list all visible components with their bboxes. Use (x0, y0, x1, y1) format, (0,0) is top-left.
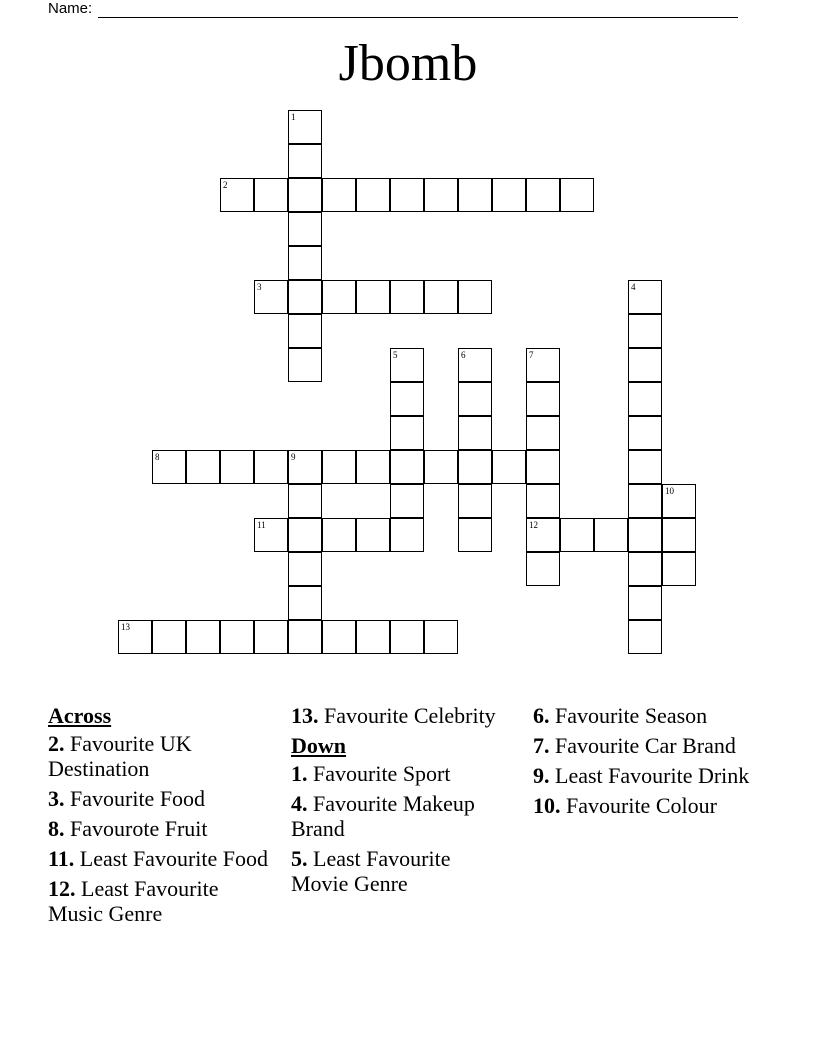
grid-cell[interactable] (628, 484, 662, 518)
grid-cell[interactable] (356, 280, 390, 314)
clue-number: 8. (48, 816, 65, 841)
cell-clue-number: 4 (631, 282, 636, 292)
grid-cell[interactable] (322, 450, 356, 484)
grid-cell[interactable] (288, 348, 322, 382)
clues-column-3 (533, 703, 763, 823)
grid-cell[interactable] (526, 382, 560, 416)
grid-cell[interactable] (526, 348, 560, 382)
grid-cell[interactable] (390, 416, 424, 450)
grid-cell[interactable] (560, 518, 594, 552)
grid-cell[interactable] (458, 416, 492, 450)
clue-down-7 (533, 733, 763, 758)
grid-cell[interactable] (186, 450, 220, 484)
clue-number: 3. (48, 786, 65, 811)
grid-cell[interactable] (356, 518, 390, 552)
clue-number: 10. (533, 793, 561, 818)
page-title: Jbomb (338, 35, 478, 92)
cell-clue-number: 1 (291, 112, 296, 122)
grid-cell[interactable] (220, 178, 254, 212)
grid-cell[interactable] (594, 518, 628, 552)
clue-text: Favourite Celebrity (324, 703, 496, 728)
clue-down-10 (533, 793, 763, 818)
grid-cell[interactable] (254, 518, 288, 552)
grid-cell[interactable] (288, 178, 322, 212)
grid-cell[interactable] (288, 518, 322, 552)
grid-cell[interactable] (118, 620, 152, 654)
grid-cell[interactable] (526, 484, 560, 518)
grid-cell[interactable] (254, 450, 288, 484)
grid-cell[interactable] (288, 484, 322, 518)
grid-cell[interactable] (424, 280, 458, 314)
grid-cell[interactable] (526, 450, 560, 484)
grid-cell[interactable] (288, 110, 322, 144)
clue-number: 7. (533, 733, 550, 758)
grid-cell[interactable] (288, 280, 322, 314)
clue-text: Favourite UK Destination (48, 731, 192, 781)
clue-text: Favourite Makeup Brand (291, 791, 475, 841)
grid-cell[interactable] (526, 518, 560, 552)
cell-clue-number: 8 (155, 452, 160, 462)
clue-text: Favourite Sport (313, 761, 451, 786)
clue-number: 9. (533, 763, 550, 788)
grid-cell[interactable] (390, 484, 424, 518)
grid-cell[interactable] (322, 280, 356, 314)
cell-clue-number: 3 (257, 282, 262, 292)
grid-cell[interactable] (458, 178, 492, 212)
cell-clue-number: 6 (461, 350, 466, 360)
grid-cell[interactable] (458, 382, 492, 416)
grid-cell[interactable] (628, 620, 662, 654)
grid-cell[interactable] (458, 484, 492, 518)
grid-cell[interactable] (152, 620, 186, 654)
grid-cell[interactable] (322, 178, 356, 212)
clue-across-12 (48, 876, 268, 926)
clue-number: 13. (291, 703, 319, 728)
grid-cell[interactable] (288, 144, 322, 178)
clue-number: 5. (291, 846, 308, 871)
grid-cell[interactable] (390, 620, 424, 654)
clue-text: Favourite Colour (566, 793, 717, 818)
clue-text: Favourite Season (555, 703, 708, 728)
grid-cell[interactable] (526, 178, 560, 212)
grid-cell[interactable] (288, 212, 322, 246)
clue-across-2 (48, 731, 268, 781)
grid-cell[interactable] (220, 450, 254, 484)
clue-number: 11. (48, 846, 75, 871)
cell-clue-number: 7 (529, 350, 534, 360)
grid-cell[interactable] (390, 348, 424, 382)
grid-cell[interactable] (254, 620, 288, 654)
grid-cell[interactable] (322, 518, 356, 552)
clue-text: Least Favourite Movie Genre (291, 846, 451, 896)
grid-cell[interactable] (356, 620, 390, 654)
clue-number: 2. (48, 731, 65, 756)
grid-cell[interactable] (254, 178, 288, 212)
grid-cell[interactable] (458, 450, 492, 484)
clue-down-1 (291, 761, 511, 786)
grid-cell[interactable] (628, 314, 662, 348)
clue-across-3 (48, 786, 268, 811)
grid-cell[interactable] (288, 552, 322, 586)
clue-text: Least Favourite Food (79, 846, 268, 871)
grid-cell[interactable] (390, 280, 424, 314)
grid-cell[interactable] (458, 348, 492, 382)
cell-clue-number: 5 (393, 350, 398, 360)
clue-number: 12. (48, 876, 76, 901)
grid-cell[interactable] (628, 416, 662, 450)
grid-cell[interactable] (662, 552, 696, 586)
cell-clue-number: 13 (121, 622, 130, 632)
grid-cell[interactable] (662, 484, 696, 518)
grid-cell[interactable] (186, 620, 220, 654)
grid-cell[interactable] (628, 280, 662, 314)
clue-down-4 (291, 791, 511, 841)
grid-cell[interactable] (288, 246, 322, 280)
down-heading: Down (291, 733, 347, 758)
clue-across-11 (48, 846, 268, 871)
grid-cell[interactable] (356, 450, 390, 484)
clue-down-5 (291, 846, 511, 896)
grid-cell[interactable] (390, 178, 424, 212)
grid-cell[interactable] (628, 450, 662, 484)
clue-down-6 (533, 703, 763, 728)
grid-cell[interactable] (152, 450, 186, 484)
grid-cell[interactable] (492, 178, 526, 212)
clue-across-13 (291, 703, 511, 728)
clue-text: Favourote Fruit (70, 816, 208, 841)
cell-clue-number: 9 (291, 452, 296, 462)
cell-clue-number: 10 (665, 486, 674, 496)
across-heading: Across (48, 703, 112, 728)
clue-down-9 (533, 763, 763, 788)
grid-cell[interactable] (220, 620, 254, 654)
clue-across-8 (48, 816, 268, 841)
grid-cell[interactable] (492, 450, 526, 484)
grid-cell[interactable] (628, 586, 662, 620)
grid-cell[interactable] (560, 178, 594, 212)
grid-cell[interactable] (288, 450, 322, 484)
cell-clue-number: 11 (257, 520, 266, 530)
grid-cell[interactable] (424, 178, 458, 212)
clue-number: 1. (291, 761, 308, 786)
clues-column-2 (291, 703, 511, 901)
name-label: Name: (48, 0, 93, 17)
grid-cell[interactable] (526, 416, 560, 450)
clue-text: Favourite Food (70, 786, 206, 811)
grid-cell[interactable] (424, 620, 458, 654)
grid-cell[interactable] (458, 518, 492, 552)
grid-cell[interactable] (288, 314, 322, 348)
grid-cell[interactable] (526, 552, 560, 586)
clue-text: Least Favourite Drink (555, 763, 750, 788)
grid-cell[interactable] (254, 280, 288, 314)
grid-cell[interactable] (288, 586, 322, 620)
grid-cell[interactable] (390, 450, 424, 484)
clue-text: Least Favourite Music Genre (48, 876, 219, 926)
grid-cell[interactable] (288, 620, 322, 654)
grid-cell[interactable] (390, 382, 424, 416)
grid-cell[interactable] (424, 450, 458, 484)
grid-cell[interactable] (628, 552, 662, 586)
grid-cell[interactable] (628, 518, 662, 552)
clue-text: Favourite Car Brand (555, 733, 736, 758)
cell-clue-number: 12 (529, 520, 538, 530)
clue-number: 6. (533, 703, 550, 728)
grid-cell[interactable] (322, 620, 356, 654)
grid-cell[interactable] (628, 382, 662, 416)
clues-column-1 (48, 703, 268, 931)
grid-cell[interactable] (356, 178, 390, 212)
clue-number: 4. (291, 791, 308, 816)
grid-cell[interactable] (458, 280, 492, 314)
grid-cell[interactable] (628, 348, 662, 382)
grid-cell[interactable] (662, 518, 696, 552)
grid-cell[interactable] (390, 518, 424, 552)
cell-clue-number: 2 (223, 180, 228, 190)
